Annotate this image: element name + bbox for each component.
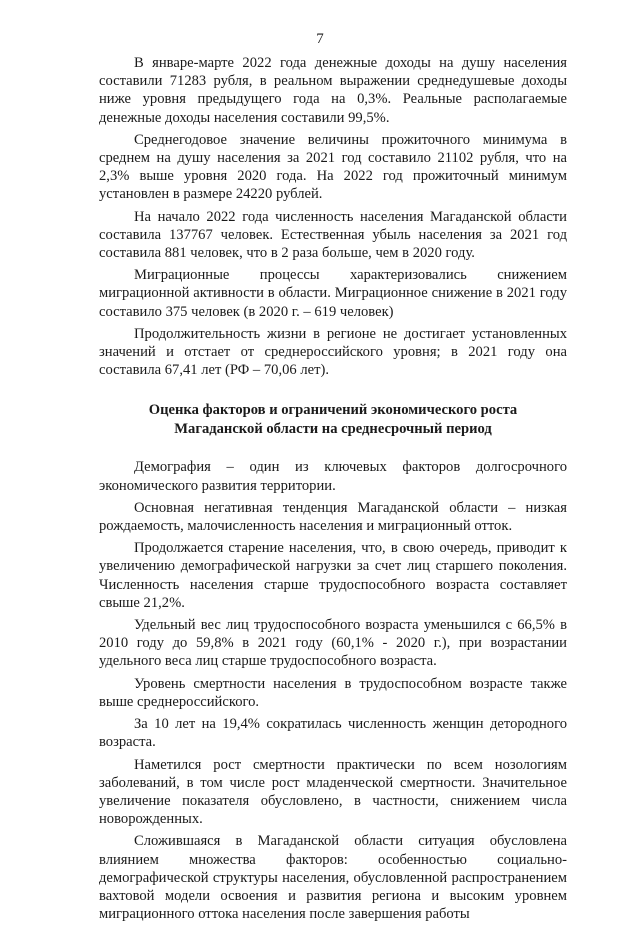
paragraph-mortality-growth: Наметился рост смертности практически по всем нозологиям заболеваний, в том числе рост младенческой смертности. Значительное увеличение показателя обусловлено, в частности, снижением числа новорожденных. (99, 756, 567, 828)
paragraph-income: В январе-марте 2022 года денежные доходы на душу населения составили 71283 рубля, в реальном выражении среднедушевые доходы ниже уровня предыдущего года на 0,3%. Реальные располагаемые денежные доходы населения составили 99,5%. (99, 55, 567, 126)
paragraph-subsistence-minimum: Среднегодовое значение величины прожиточного минимума в среднем на душу населения за 2021 год составило 21102 рубля, что на 2,3% выше уровня 2020 года. На 2022 год прожиточный минимум установлен в размере 24220 рублей. (99, 131, 567, 203)
paragraph-migration: Миграционные процессы характеризовались снижением миграционной активности в области. Миграционное снижение в 2021 году составило 375 человек (в 2020 г. – 619 человек) (99, 267, 567, 320)
section-heading (99, 401, 567, 438)
paragraph-working-age-share: Удельный вес лиц трудоспособного возраста уменьшился с 66,5% в 2010 году до 59,8% в 2021 году (60,1% - 2020 г.), при возрастании удельного веса лиц старше трудоспособного возраста. (99, 617, 567, 670)
paragraph-aging: Продолжается старение населения, что, в свою очередь, приводит к увеличению демографической нагрузки за счет лиц старшего поколения. Численность населения старше трудоспособного возраста составляет свыше 21,2%. (99, 540, 567, 611)
paragraph-negative-trend: Основная негативная тенденция Магаданской области – низкая рождаемость, малочисленность населения и миграционный отток. (99, 499, 567, 535)
page-number: 7 (316, 31, 324, 47)
section-heading-line-1: Оценка факторов и ограничений экономического роста (148, 402, 518, 419)
paragraph-women-childbearing: За 10 лет на 19,4% сократилась численность женщин детородного возраста. (99, 716, 567, 751)
document-body (99, 54, 567, 927)
paragraph-population: На начало 2022 года численность населения Магаданской области составила 137767 человек. Естественная убыль населения за 2021 год составила 881 человек, что в 2 раза больше, чем в 2020 году. (99, 208, 567, 262)
paragraph-mortality-working-age: Уровень смертности населения в трудоспособном возрасте также выше среднероссийского. (99, 675, 567, 710)
paragraph-situation-factors: Сложившаяся в Магаданской области ситуация обусловлена влиянием множества факторов: особенностью социально-демографической структуры населения, обусловленной распространением вахтовой модели освоения и развития региона и высоким уровнем миграционного оттока населения после завершения работы (99, 833, 567, 923)
paragraph-demography: Демография – один из ключевых факторов долгосрочного экономического развития территории. (99, 459, 567, 494)
section-heading-line-2: Магаданской области на среднесрочный период (174, 420, 492, 437)
paragraph-life-expectancy: Продолжительность жизни в регионе не достигает установленных значений и отстает от среднероссийского уровня; в 2021 году она составила 67,41 лет (РФ – 70,06 лет). (99, 325, 567, 379)
